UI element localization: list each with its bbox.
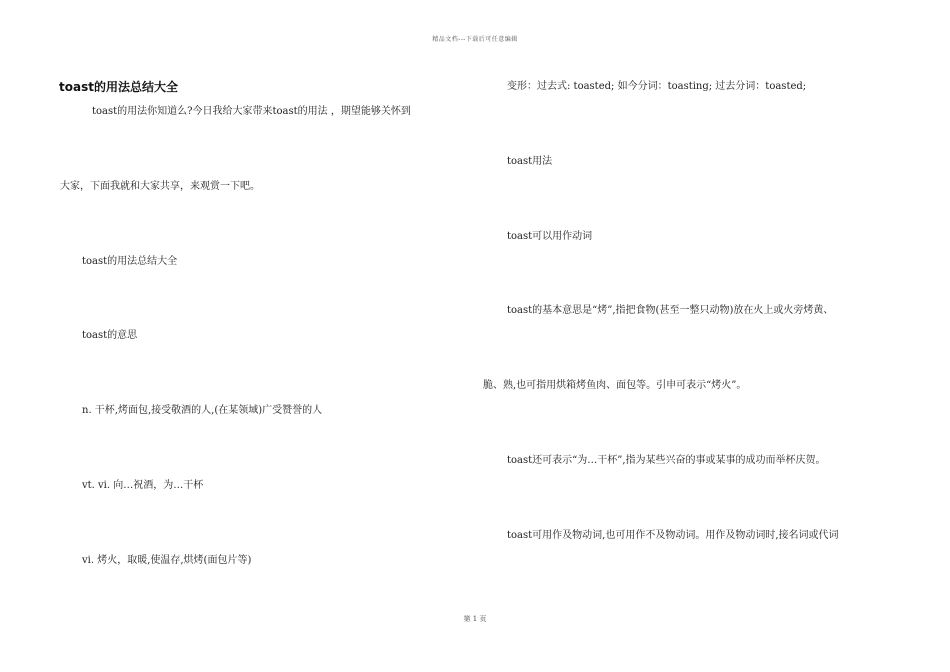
- toast-also-meaning: toast还可表示“为…干杯”,指为某些兴奋的事或某事的成功而举杯庆贺。: [507, 455, 826, 466]
- transitive-usage: toast可用作及物动词,也可用作不及物动词。用作及物动词时,接名词或代词: [507, 530, 839, 541]
- document-title: toast的用法总结大全: [59, 80, 178, 94]
- intro-line-1: toast的用法你知道么?今日我给大家带来toast的用法 ，期望能够关怀到: [92, 106, 411, 117]
- intro-line-2: 大家，下面我就和大家共享，来观赏一下吧。: [60, 181, 260, 192]
- meaning-transitive: vt. vi. 向…祝酒，为…干杯: [82, 480, 204, 491]
- usage-heading: toast用法: [507, 156, 553, 167]
- page-number: 第 1 页: [463, 615, 487, 623]
- verb-forms: 变形：过去式: toasted; 如今分词：toasting; 过去分词：toasted;: [507, 81, 807, 92]
- page-header: 精品文档---下载后可任意编辑: [432, 36, 518, 43]
- meaning-heading: toast的意思: [82, 330, 138, 341]
- usage-verb: toast可以用作动词: [507, 231, 593, 242]
- section-subheading: toast的用法总结大全: [82, 256, 178, 267]
- meaning-noun: n. 干杯,烤面包,接受敬酒的人,(在某领域)广受赞誉的人: [82, 405, 323, 416]
- basic-meaning-line-2: 脆、熟,也可指用烘箱烤鱼肉、面包等。引申可表示“烤火”。: [483, 380, 747, 391]
- meaning-intransitive: vi. 烤火，取暖,使温存,烘烤(面包片等): [82, 555, 252, 566]
- basic-meaning-line-1: toast的基本意思是“烤”,指把食物(甚至一整只动物)放在火上或火旁烤黄、: [507, 305, 834, 316]
